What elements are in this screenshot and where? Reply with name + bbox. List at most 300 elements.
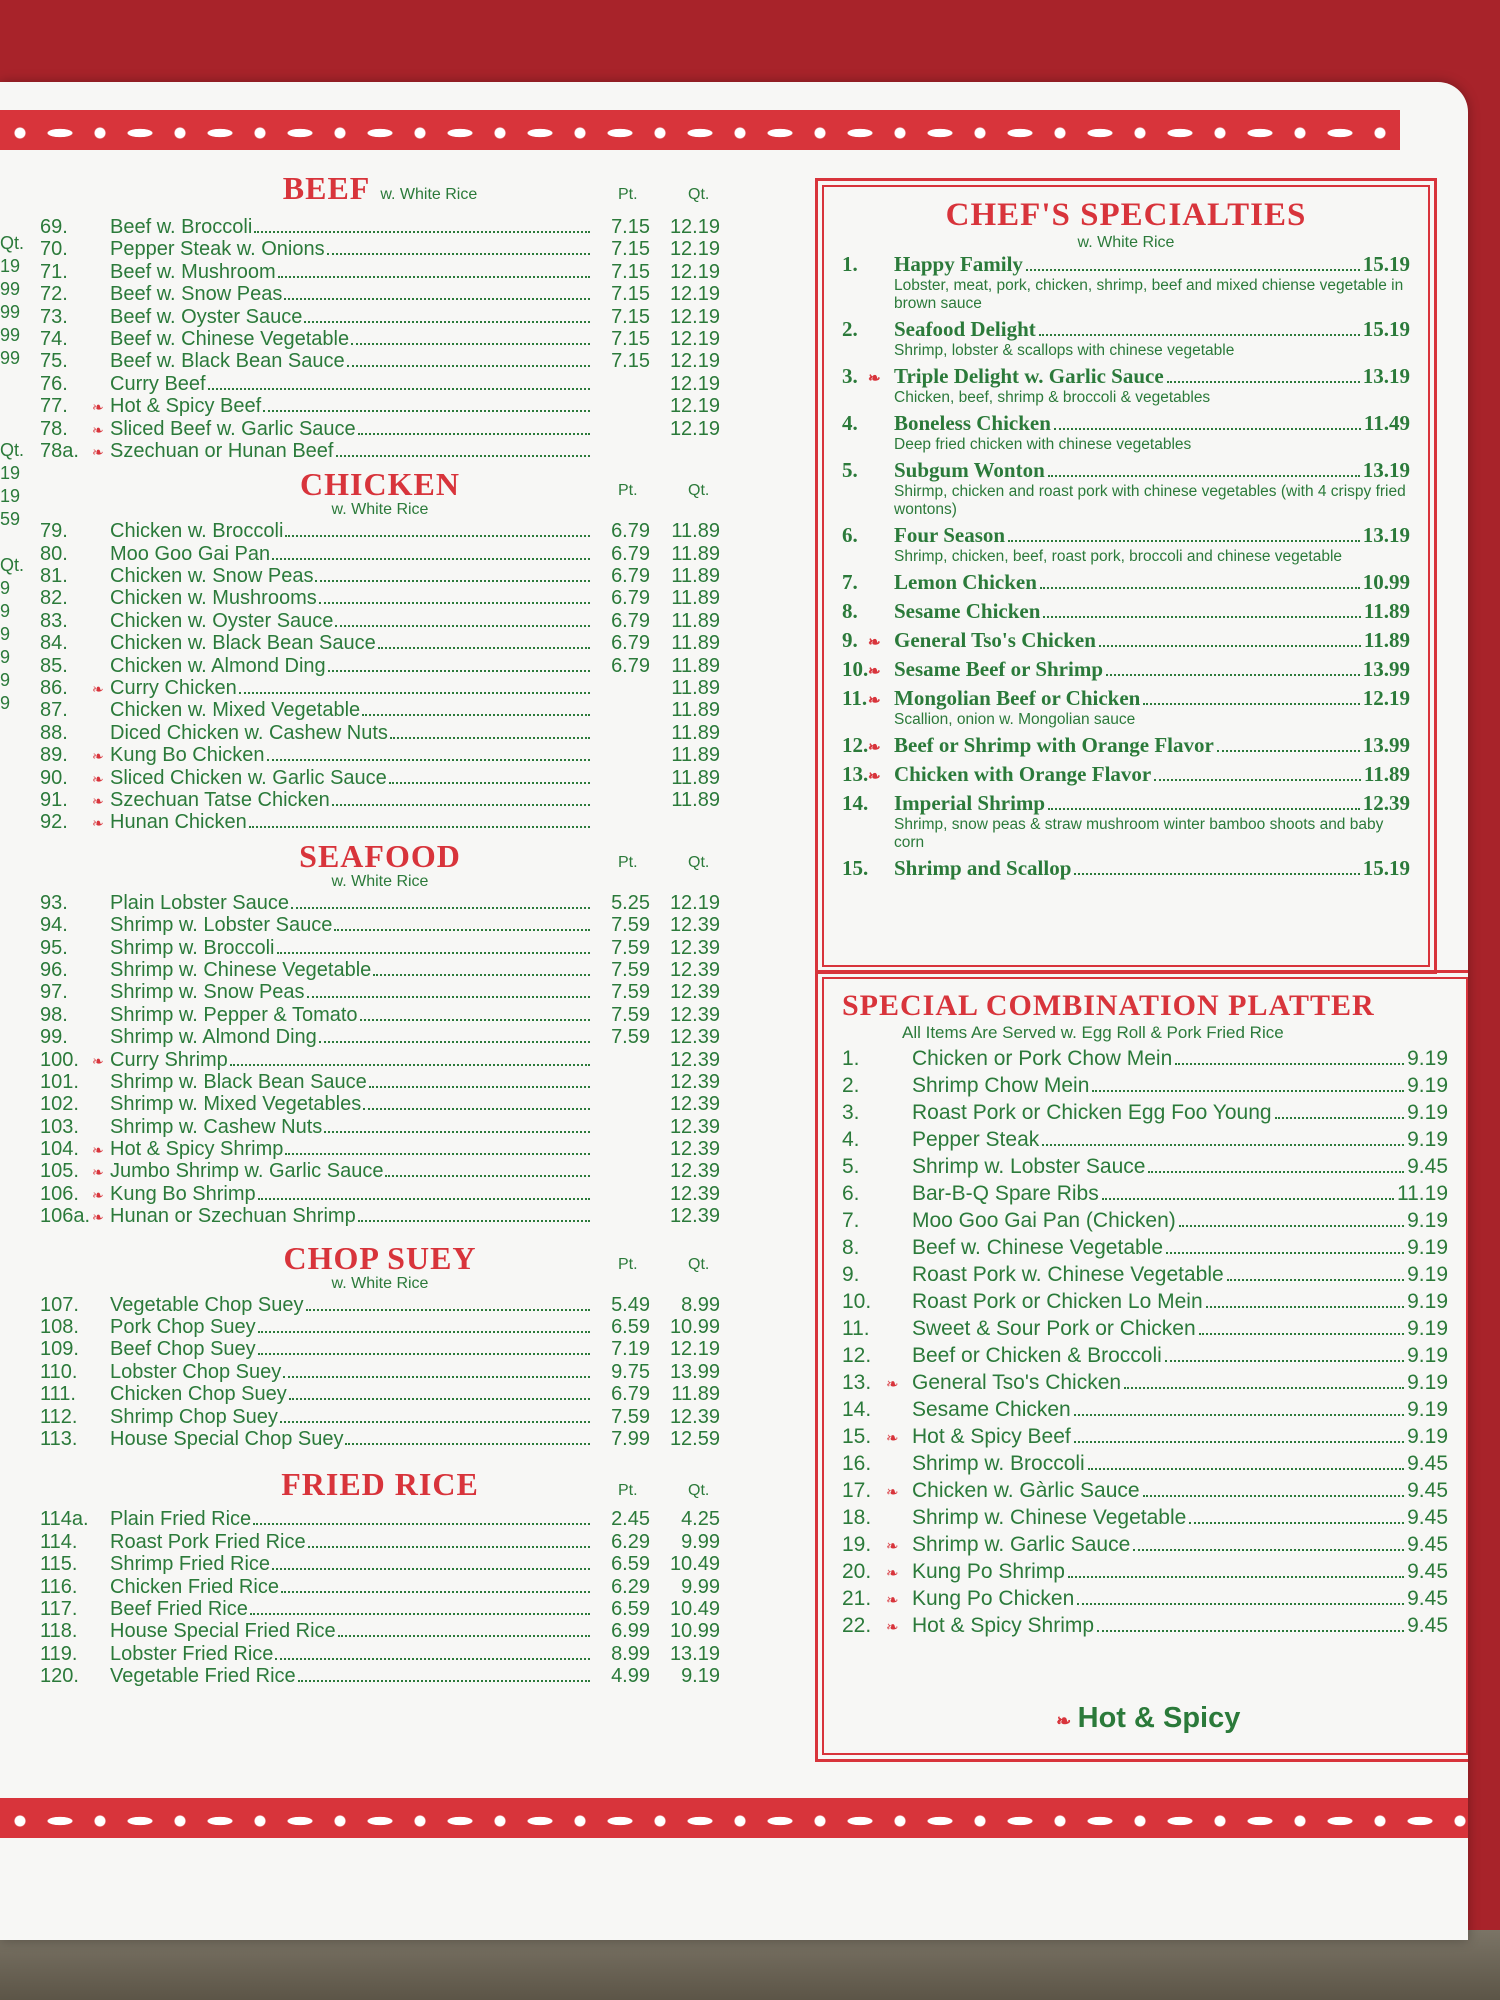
dot-leader — [1074, 1441, 1404, 1443]
item-name: Chicken w. Broccoli — [110, 520, 284, 543]
pint-price: 7.59 — [611, 981, 650, 1004]
item-price: 9.45 — [1407, 1560, 1448, 1583]
item-price: 9.45 — [1407, 1479, 1448, 1502]
dot-leader — [308, 1546, 590, 1548]
specialty-line — [842, 856, 1410, 881]
pint-price: 7.59 — [611, 1405, 650, 1428]
item-number: 90. — [40, 766, 68, 789]
cut-off-text — [0, 393, 40, 416]
item-name: Shrimp Chop Suey — [110, 1405, 278, 1428]
item-number: 96. — [40, 958, 68, 981]
section-subtitle: w. White Rice — [331, 872, 429, 890]
dot-leader — [272, 1568, 590, 1570]
item-name-text: Beef w. Chinese Vegetable — [912, 1236, 1164, 1259]
item-number: 82. — [40, 587, 68, 610]
pint-header: Pt. — [618, 1482, 638, 1500]
dot-leader — [289, 1398, 590, 1400]
dot-leader — [1154, 779, 1361, 781]
section-subtitle: w. White Rice — [331, 1274, 429, 1292]
item-name — [912, 1317, 1196, 1341]
menu-item — [40, 216, 720, 238]
menu-item — [40, 283, 720, 305]
quart-price: 12.39 — [669, 958, 720, 981]
specialty-item — [842, 791, 1410, 852]
pint-price: 7.15 — [611, 283, 650, 306]
item-number: 13. — [842, 762, 869, 786]
item-number: 114a. — [40, 1508, 89, 1531]
quart-price: 12.39 — [669, 1405, 720, 1428]
item-number: 15. — [842, 1425, 872, 1448]
item-number: 7. — [842, 570, 858, 594]
item-description: Shrimp, snow peas & straw mushroom winter bamboo shoots and baby corn — [894, 816, 1384, 851]
item-name-text: General Tso's Chicken — [894, 628, 1096, 652]
item-price: 9.45 — [1407, 1155, 1448, 1178]
menu-item: 77. ❧ Hot & Spicy Beef 12.19 — [40, 395, 720, 418]
cut-off-text: Qt. — [0, 440, 25, 460]
item-number: 89. — [40, 744, 68, 767]
specialty-item — [842, 364, 1410, 407]
pint-price: 7.59 — [611, 1003, 650, 1026]
item-name — [894, 791, 1045, 816]
pint-price: 4.99 — [611, 1665, 650, 1688]
pint-price: 6.79 — [611, 520, 650, 543]
quart-price: 12.39 — [669, 914, 720, 937]
quart-price: 11.89 — [671, 721, 720, 744]
item-name: Chicken w. Mixed Vegetable — [110, 699, 361, 722]
quart-header: Qt. — [688, 1255, 710, 1273]
dot-leader — [298, 1680, 590, 1682]
specialty-item — [842, 599, 1410, 624]
menu-page — [0, 82, 1468, 1940]
item-name: Beef w. Chinese Vegetable — [110, 327, 350, 350]
quart-price: 12.39 — [669, 1182, 720, 1205]
item-number: 19. — [842, 1533, 872, 1556]
item-name: Sliced Beef w. Garlic Sauce — [110, 417, 356, 440]
combo-item — [842, 1047, 1448, 1074]
item-name: Shrimp w. Pepper & Tomato — [110, 1003, 358, 1026]
dot-leader — [285, 1153, 590, 1155]
hot-spicy-legend — [824, 1702, 1466, 1735]
dot-leader — [338, 1635, 590, 1637]
cut-off-text: 99 — [0, 302, 21, 322]
section-title: FRIED RICE — [281, 1466, 479, 1503]
dot-leader — [254, 231, 590, 233]
quart-header: Qt. — [688, 853, 710, 871]
dot-leader — [1133, 1549, 1404, 1551]
item-number: 2. — [842, 1074, 860, 1097]
dot-leader — [1042, 1144, 1404, 1146]
item-name — [912, 1101, 1272, 1125]
item-number: 109. — [40, 1338, 79, 1361]
item-name: Hunan or Szechuan Shrimp — [110, 1205, 356, 1228]
item-name — [894, 317, 1036, 342]
specialty-line — [842, 458, 1410, 483]
left-menu-column — [40, 170, 720, 1687]
item-description: Shrimp, chicken, beef, roast pork, broccoli and chinese vegetable — [894, 548, 1343, 565]
item-price: 11.19 — [1397, 1182, 1448, 1205]
item-price: 9.19 — [1407, 1128, 1448, 1151]
menu-item — [40, 306, 720, 328]
item-price: 11.89 — [1363, 599, 1410, 623]
dot-leader — [1275, 1117, 1405, 1119]
pint-price: 6.59 — [611, 1553, 650, 1576]
item-number: 101. — [40, 1070, 79, 1093]
combo-item — [842, 1128, 1448, 1155]
dot-leader — [253, 1523, 590, 1525]
item-name: Chicken Fried Rice — [110, 1575, 279, 1598]
item-description: Shirmp, chicken and roast pork with chinese vegetables (with 4 crispy fried wontons) — [894, 483, 1406, 518]
cut-off-text: Qt. — [0, 233, 25, 253]
dot-leader — [378, 647, 590, 649]
item-name: Hot & Spicy Beef — [110, 395, 262, 418]
item-number: 99. — [40, 1026, 68, 1049]
menu-item: 86. ❧ Curry Chicken 11.89 — [40, 677, 720, 700]
item-price: 15.19 — [1362, 856, 1410, 880]
item-number: 9. — [842, 628, 858, 652]
item-name-text: Sesame Chicken — [894, 599, 1041, 623]
item-number: 12. — [842, 1344, 872, 1367]
quart-price: 12.19 — [669, 260, 720, 283]
dot-leader — [385, 1175, 590, 1177]
item-name — [894, 856, 1071, 881]
menu-item — [40, 1665, 720, 1687]
item-name-text: Subgum Wonton — [894, 458, 1045, 482]
section-header — [40, 1466, 720, 1508]
item-number: 103. — [40, 1115, 79, 1138]
item-number: 3. — [842, 364, 858, 388]
item-name: Shrimp w. Snow Peas — [110, 981, 305, 1004]
quart-price: 11.89 — [671, 699, 720, 722]
item-number: 71. — [40, 260, 68, 283]
item-name-text: Shrimp and Scallop — [894, 856, 1072, 880]
specialty-item — [842, 733, 1410, 758]
menu-item — [40, 373, 720, 395]
dot-leader — [275, 1658, 590, 1660]
item-price: 13.99 — [1362, 657, 1410, 681]
specialty-item — [842, 570, 1410, 595]
item-name — [912, 1128, 1039, 1152]
item-number: 9. — [842, 1263, 860, 1286]
item-number: 98. — [40, 1003, 68, 1026]
menu-item — [40, 722, 720, 744]
item-name: Chicken w. Almond Ding — [110, 654, 326, 677]
dot-leader — [1143, 703, 1359, 705]
item-number: 115. — [40, 1553, 78, 1576]
quart-price: 13.19 — [669, 1642, 720, 1665]
section-chicken — [40, 466, 720, 833]
item-name — [912, 1452, 1085, 1476]
item-number: 81. — [40, 565, 68, 588]
item-price: 9.19 — [1407, 1047, 1448, 1070]
pint-price: 2.45 — [611, 1508, 650, 1531]
dot-leader — [258, 1331, 590, 1333]
item-number: 5. — [842, 1155, 860, 1178]
combo-item — [842, 1155, 1448, 1182]
dot-leader — [1048, 475, 1360, 477]
cut-off-text: 99 — [0, 279, 21, 299]
specialty-item — [842, 252, 1410, 313]
quart-price: 12.19 — [669, 305, 720, 328]
menu-item — [40, 892, 720, 914]
item-name: House Special Chop Suey — [110, 1427, 344, 1450]
quart-price: 12.39 — [669, 1048, 720, 1071]
pint-price: 7.15 — [611, 260, 650, 283]
pint-price: 6.79 — [611, 565, 650, 588]
item-name: Roast Pork Fried Rice — [110, 1530, 306, 1553]
item-name: Chicken w. Oyster Sauce — [110, 609, 334, 632]
menu-item: 92. ❧ Hunan Chicken — [40, 811, 720, 833]
item-name-text: Beef or Shrimp with Orange Flavor — [894, 733, 1214, 757]
item-price: 9.19 — [1407, 1398, 1448, 1421]
dot-leader — [1199, 1333, 1405, 1335]
quart-header: Qt. — [688, 186, 710, 203]
item-name: Hot & Spicy Shrimp — [110, 1138, 284, 1161]
item-price: 9.45 — [1407, 1533, 1448, 1556]
item-name: Shrimp w. Cashew Nuts — [110, 1115, 323, 1138]
item-number: 11. — [842, 1317, 870, 1340]
item-number: 4. — [842, 411, 858, 435]
item-price: 9.19 — [1407, 1425, 1448, 1448]
item-name — [912, 1236, 1163, 1260]
item-number: 116. — [40, 1575, 78, 1598]
item-name-text: Mongolian Beef or Chicken — [894, 686, 1141, 710]
dot-leader — [239, 692, 590, 694]
pint-price: 7.15 — [611, 350, 650, 373]
item-number: 112. — [40, 1405, 78, 1428]
specialty-line — [842, 570, 1410, 595]
item-number: 107. — [40, 1293, 79, 1316]
quart-price: 12.19 — [669, 238, 720, 261]
item-name-text: Bar-B-Q Spare Ribs — [912, 1182, 1099, 1205]
dot-leader — [258, 1353, 590, 1355]
item-name — [894, 411, 1051, 436]
item-name: Chicken Chop Suey — [110, 1383, 287, 1406]
item-name — [912, 1506, 1186, 1530]
item-name-text: Chicken or Pork Chow Mein — [912, 1047, 1173, 1070]
item-number: 2. — [842, 317, 858, 341]
item-number: 70. — [40, 238, 68, 261]
item-price: 11.89 — [1363, 628, 1410, 652]
item-number: 94. — [40, 914, 68, 937]
quart-price: 12.19 — [669, 891, 720, 914]
item-name — [886, 1371, 1122, 1395]
dot-leader — [390, 737, 590, 739]
quart-price: 12.19 — [669, 216, 720, 238]
cut-off-text: 19 — [0, 463, 21, 483]
quart-price: 11.89 — [671, 677, 720, 700]
item-name-text: Sweet & Sour Pork or Chicken — [912, 1317, 1196, 1340]
section-title: SEAFOOD — [299, 837, 461, 874]
menu-item — [40, 699, 720, 721]
dot-leader — [335, 625, 590, 627]
menu-item — [40, 937, 720, 959]
item-number: 16. — [842, 1452, 872, 1475]
item-number: 74. — [40, 327, 68, 350]
dot-leader — [319, 602, 590, 604]
item-price: 9.19 — [1407, 1290, 1448, 1313]
dot-leader — [334, 929, 590, 931]
pint-price: 6.79 — [611, 632, 650, 655]
quart-price: 12.39 — [669, 1138, 720, 1161]
section-beef — [40, 170, 720, 462]
item-number: 10. — [842, 657, 869, 681]
dot-leader — [1102, 1198, 1394, 1200]
menu-item — [40, 1026, 720, 1048]
quart-price: 12.19 — [669, 395, 720, 418]
item-name: Kung Bo Chicken — [110, 744, 265, 767]
menu-item — [40, 1508, 720, 1530]
specialty-item — [842, 762, 1410, 787]
cut-off-text: 19 — [0, 256, 21, 276]
dot-leader — [1097, 1630, 1404, 1632]
specialty-item — [842, 856, 1410, 881]
combo-item — [842, 1317, 1448, 1344]
item-name: Chicken w. Snow Peas — [110, 565, 314, 588]
chili-pepper-icon: ❧ — [886, 1592, 899, 1609]
item-name: Sliced Chicken w. Garlic Sauce — [110, 766, 387, 789]
item-number: 120. — [40, 1665, 79, 1688]
item-name — [868, 686, 1141, 711]
specialty-item — [842, 686, 1410, 729]
item-name: Pepper Steak w. Onions — [110, 238, 325, 261]
item-price: 13.19 — [1362, 458, 1410, 482]
menu-item — [40, 1428, 720, 1450]
cut-off-text: 9 — [0, 693, 11, 713]
combo-item — [842, 1290, 1448, 1317]
quart-price: 12.39 — [669, 1070, 720, 1093]
chili-pepper-icon: ❧ — [886, 1430, 899, 1447]
chefs-specialties-box — [815, 178, 1437, 974]
chili-pepper-icon: ❧ — [886, 1565, 899, 1582]
item-number: 119. — [40, 1642, 78, 1665]
specialty-line — [842, 411, 1410, 436]
cut-off-column — [0, 232, 40, 715]
menu-item — [40, 1361, 720, 1383]
menu-item: 78. ❧ Sliced Beef w. Garlic Sauce 12.19 — [40, 417, 720, 440]
item-name — [894, 252, 1023, 277]
item-name-text: General Tso's Chicken — [912, 1371, 1122, 1394]
quart-price: 12.19 — [669, 327, 720, 350]
section-header — [40, 1240, 720, 1294]
specialty-item — [842, 458, 1410, 519]
item-number: 102. — [40, 1093, 79, 1116]
item-name: Beef w. Oyster Sauce — [110, 305, 303, 328]
combo-item — [842, 1398, 1448, 1425]
item-name: Shrimp w. Chinese Vegetable — [110, 958, 372, 981]
quart-price: 11.89 — [671, 744, 720, 767]
item-price: 11.49 — [1363, 411, 1410, 435]
item-name: Beef w. Black Bean Sauce — [110, 350, 345, 373]
menu-item — [40, 1294, 720, 1316]
dot-leader — [1026, 269, 1360, 271]
section-subtitle: w. White Rice — [380, 186, 478, 203]
cut-off-text: 9 — [0, 647, 11, 667]
item-number: 97. — [40, 981, 68, 1004]
section-title: SPECIAL COMBINATION PLATTER — [842, 989, 1375, 1022]
specialty-line — [842, 252, 1410, 277]
item-name — [894, 570, 1037, 595]
item-price: 15.19 — [1362, 317, 1410, 341]
dot-leader — [1039, 334, 1360, 336]
section-subtitle: All Items Are Served w. Egg Roll & Pork Fried Rice — [902, 1023, 1284, 1042]
item-number: 11. — [842, 686, 868, 710]
item-name-text: Four Season — [894, 523, 1006, 547]
section-title: CHOP SUEY — [283, 1239, 477, 1276]
item-name: Pork Chop Suey — [110, 1316, 256, 1339]
item-name — [912, 1047, 1172, 1071]
dot-leader — [306, 1309, 591, 1311]
item-price: 9.19 — [1407, 1209, 1448, 1232]
item-number: 8. — [842, 1236, 860, 1259]
dot-leader — [328, 670, 590, 672]
chili-pepper-icon: ❧ — [886, 1538, 899, 1555]
item-name — [868, 657, 1104, 682]
item-number: 83. — [40, 609, 68, 632]
item-name-text: Beef or Chicken & Broccoli — [912, 1344, 1162, 1367]
dot-leader — [1227, 1279, 1404, 1281]
dot-leader — [1124, 1387, 1404, 1389]
item-number: 21. — [842, 1587, 872, 1610]
item-name-text: Shrimp w. Lobster Sauce — [912, 1155, 1146, 1178]
item-name: Kung Bo Shrimp — [110, 1182, 256, 1205]
pint-price: 7.59 — [611, 958, 650, 981]
pint-header: Pt. — [618, 1255, 638, 1273]
quart-price: 12.39 — [669, 936, 720, 959]
item-list — [40, 216, 720, 462]
menu-item: 78a. ❧ Szechuan or Hunan Beef — [40, 440, 720, 462]
pint-price: 7.15 — [611, 216, 650, 238]
dot-leader — [250, 1613, 590, 1615]
quart-price: 4.25 — [681, 1508, 720, 1531]
item-name — [886, 1479, 1140, 1503]
dot-leader — [362, 714, 590, 716]
item-name: Plain Fried Rice — [110, 1508, 252, 1531]
item-number: 104. — [40, 1138, 79, 1161]
item-price: 13.19 — [1362, 364, 1410, 388]
cut-off-text: 59 — [0, 509, 21, 529]
item-name — [912, 1398, 1071, 1422]
dot-leader — [1040, 587, 1360, 589]
item-name — [868, 762, 1152, 787]
item-price: 13.19 — [1362, 523, 1410, 547]
section-title: BEEF — [282, 170, 371, 206]
item-name: Curry Chicken — [110, 677, 237, 700]
item-number: 78a. — [40, 439, 79, 462]
dot-leader — [307, 996, 590, 998]
quart-price: 11.89 — [671, 654, 720, 677]
dot-leader — [208, 388, 590, 390]
item-price: 9.45 — [1407, 1587, 1448, 1610]
item-name-text: Shrimp w. Broccoli — [912, 1452, 1085, 1475]
cut-off-text — [0, 370, 40, 393]
specialty-line — [842, 599, 1410, 624]
pint-price: 6.79 — [611, 1383, 650, 1406]
dot-leader — [1074, 1414, 1404, 1416]
menu-item — [40, 1598, 720, 1620]
dot-leader — [283, 1376, 590, 1378]
dot-leader — [347, 365, 590, 367]
item-number: 84. — [40, 632, 68, 655]
menu-item — [40, 350, 720, 372]
menu-item — [40, 565, 720, 587]
section-title: CHEF'S SPECIALTIES — [945, 197, 1307, 233]
menu-item — [40, 1383, 720, 1405]
section-chop-suey — [40, 1240, 720, 1451]
dot-leader — [1092, 1090, 1404, 1092]
combo-item — [842, 1074, 1448, 1101]
item-number: 4. — [842, 1128, 860, 1151]
decorative-border-bottom — [0, 1798, 1468, 1838]
